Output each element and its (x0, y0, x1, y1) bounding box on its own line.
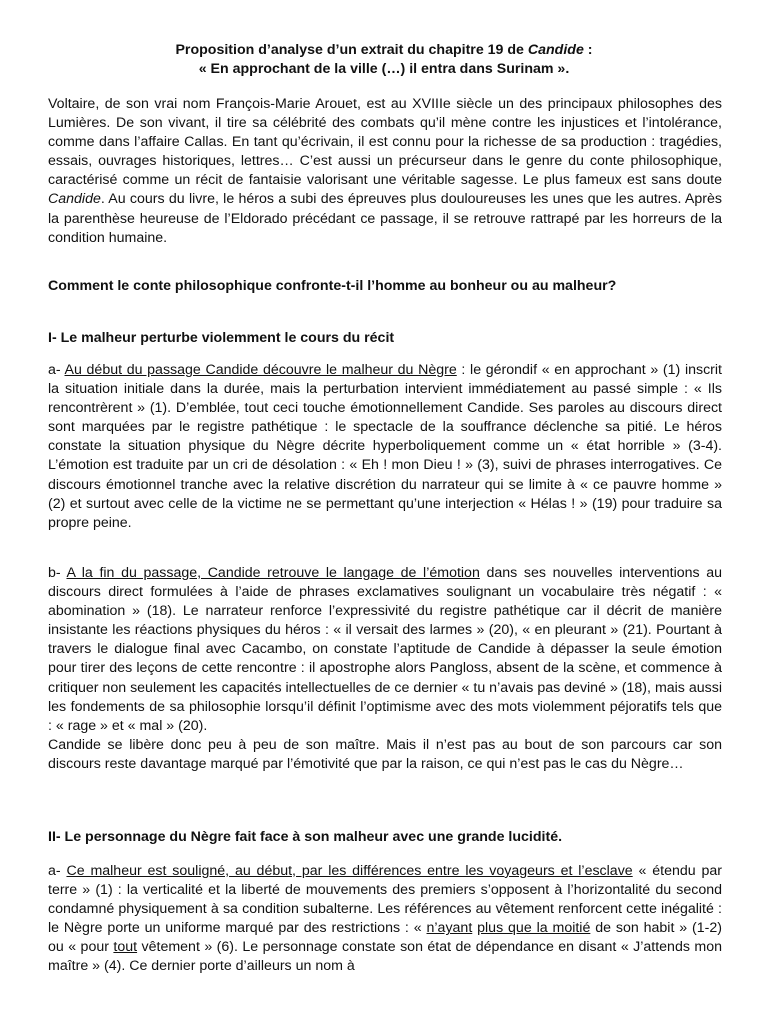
intro-book-name: Candide (48, 191, 101, 208)
title-line-1: Proposition d’analyse d’un extrait du chapitre 19 de Candide : (175, 42, 593, 58)
problematic-question: Comment le conte philosophique confronte-t-il l’homme au bonheur ou au malheur? (48, 278, 617, 294)
section-1-paragraph-a: a- Au début du passage Candide découvre le malheur du Nègre : le gérondif « en approchant » (1) inscrit la situation initiale dans la durée, mais la perturbation intervient immédiatement au passé simple : « Ils rencontrèrent » (1). D’emblée, tout ceci touche émotionnellement Candide. Ses paroles au discours direct sont marquées par le registre pathétique : le spectacle de la souffrance déclenche sa pitié. Le héros constate la situation physique du Nègre décrite hyperboliquement comme un « état horrible » (3-4). L’émotion est traduite par un cri de désolation : « Eh ! mon Dieu ! » (3), suivi de phrases interrogatives. Ce discours émotionnel tranche avec la relative discrétion du narrateur qui se limite à « ce pauvre homme » (2) et surtout avec celle de la victime ne se permettant qu’une interjection « Hélas ! » (19) pour traduire sa propre peine. (48, 362, 722, 531)
section-1-heading: I- Le malheur perturbe violemment le cours du récit (48, 330, 395, 346)
section-2-paragraph-a: a- Ce malheur est souligné, au début, par les différences entre les voyageurs et l’esclave « étendu par terre » (1) : la verticalité et la liberté de mouvements des premiers s’opposent à l’horizontalité du second condamné physiquement à sa condition subalterne. Les références au vêtement renforcent cette inégalité : le Nègre porte un uniforme marqué par des restrictions : « n’ayant plus que la moitié de son habit » (1-2) ou « pour tout vêtement » (6). Le personnage constate son état de dépendance en disant « J’attends mon maître » (4). Ce dernier porte d’ailleurs un nom à (48, 863, 722, 975)
intro-paragraph: Voltaire, de son vrai nom François-Marie Arouet, est au XVIIIe siècle un des principaux philosophes des Lumières. De son vivant, il tire sa célébrité des combats qu’il mène contre les injustices et l’intolérance, comme dans l’affaire Callas. En tant qu’écrivain, il est connu pour la richesse de sa production : tragédies, essais, ouvrages historiques, lettres… C’est aussi un précurseur dans le genre du conte philosophique, caractérisé comme un récit de fantaisie valorisant une véritable sagesse. Le plus fameux est sans doute Candide. Au cours du livre, le héros a subi des épreuves plus douloureuses les unes que les autres. Après la parenthèse heureuse de l’Eldorado précédant ce passage, il se retrouve rattrapé par les horreurs de la condition humaine. (48, 96, 722, 246)
title-book-name: Candide (527, 42, 584, 58)
section-1-paragraph-b: b- A la fin du passage, Candide retrouve le langage de l’émotion dans ses nouvelles interventions au discours direct formulées à l’aide de phrases exclamatives soulignant un vocabulaire très négatif : « abomination » (18). Le narrateur renforce l’expressivité du registre pathétique car il décrit de manière insistante les réactions physiques du héros : « il versait des larmes » (20), « en pleurant » (21). Pourtant à travers le dialogue final avec Cacambo, on constate l’aptitude de Candide à dépasser la seule émotion pour tirer des leçons de cette rencontre : il apostrophe alors Pangloss, absent de la scène, et commence à critiquer non seulement les capacités intellectuelles de ce dernier « tu n’avais pas deviné » (18), mais aussi les fondements de sa philosophie lorsqu’il définit l’optimisme avec des mots violemment péjoratifs tels que : « rage » et « mal » (20). Candide se libère donc peu à peu de son maître. Mais il n’est pas au bout de son parcours car son discours reste davantage marqué par l’émotivité que par la raison, ce qui n’est pas le cas du Nègre… (48, 565, 723, 772)
document-title (48, 41, 720, 79)
underlined-phrase-moitie: plus que la moitié (477, 920, 591, 937)
section-1b-thesis: A la fin du passage, Candide retrouve le langage de l’émotion (66, 565, 480, 581)
underlined-word-nayant: n’ayant (426, 920, 473, 937)
title-line-2: « En approchant de la ville (…) il entra dans Surinam ». (198, 61, 570, 77)
underlined-word-tout: tout (113, 939, 138, 956)
section-1-conclusion: Candide se libère donc peu à peu de son maître. Mais il n’est pas au bout de son parcours car son discours reste davantage marqué par l’émotivité que par la raison, ce qui n’est pas le cas du Nègre… (48, 736, 722, 772)
section-2-heading: II- Le personnage du Nègre fait face à son malheur avec une grande lucidité. (48, 829, 563, 845)
section-1a-thesis: Au début du passage Candide découvre le malheur du Nègre (64, 362, 457, 378)
section-2a-thesis: Ce malheur est souligné, au début, par les différences entre les voyageurs et l’esclave (66, 863, 633, 879)
